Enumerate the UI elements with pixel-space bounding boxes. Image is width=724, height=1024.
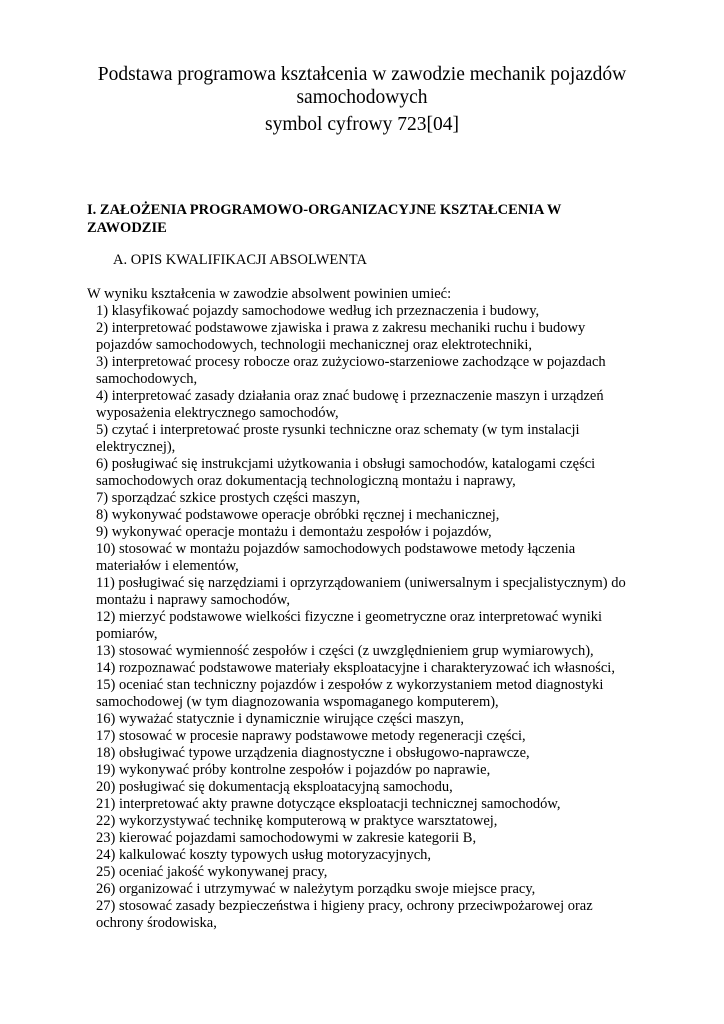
intro-text: W wyniku kształcenia w zawodzie absolwent powinien umieć:: [87, 286, 452, 302]
list-item: 3) interpretować procesy robocze oraz zużyciowo-starzeniowe zachodzące w pojazdach samochodowych,: [96, 354, 606, 387]
document-title: Podstawa programowa kształcenia w zawodzie mechanik pojazdów samochodowych: [97, 64, 627, 108]
list-item: 14) rozpoznawać podstawowe materiały eksploatacyjne i charakteryzować ich własności,: [96, 660, 615, 676]
document-symbol: symbol cyfrowy 723[04]: [265, 114, 459, 135]
list-item: 26) organizować i utrzymywać w należytym porządku swoje miejsce pracy,: [96, 881, 536, 897]
list-item: 25) oceniać jakość wykonywanej pracy,: [96, 864, 328, 880]
list-item: 11) posługiwać się narzędziami i oprzyrządowaniem (uniwersalnym i specjalistycznym) do montażu i naprawy samochodów,: [96, 575, 626, 608]
list-item: 22) wykorzystywać technikę komputerową w praktyce warsztatowej,: [96, 813, 498, 829]
list-item: 5) czytać i interpretować proste rysunki techniczne oraz schematy (w tym instalacji elektrycznej),: [96, 422, 580, 455]
list-item: 12) mierzyć podstawowe wielkości fizyczne i geometryczne oraz interpretować wyniki pomiarów,: [96, 609, 603, 642]
list-item: 7) sporządzać szkice prostych części maszyn,: [96, 490, 361, 506]
list-item: 4) interpretować zasady działania oraz znać budowę i przeznaczenie maszyn i urządzeń wyposażenia elektrycznego samochodów,: [96, 388, 604, 421]
list-item: 6) posługiwać się instrukcjami użytkowania i obsługi samochodów, katalogami części samochodowych oraz dokumentacją technologiczną montażu i naprawy,: [96, 456, 596, 489]
subsection-heading: A. OPIS KWALIFIKACJI ABSOLWENTA: [113, 252, 367, 268]
qualification-list: [96, 303, 641, 932]
section-heading: I. ZAŁOŻENIA PROGRAMOWO-ORGANIZACYJNE KSZTAŁCENIA W ZAWODZIE: [87, 202, 562, 236]
list-item: 18) obsługiwać typowe urządzenia diagnostyczne i obsługowo-naprawcze,: [96, 745, 530, 761]
list-item: 16) wyważać statycznie i dynamicznie wirujące części maszyn,: [96, 711, 464, 727]
list-item: 19) wykonywać próby kontrolne zespołów i pojazdów po naprawie,: [96, 762, 491, 778]
list-item: 27) stosować zasady bezpieczeństwa i higieny pracy, ochrony przeciwpożarowej oraz ochrony środowiska,: [96, 898, 593, 931]
list-item: 2) interpretować podstawowe zjawiska i prawa z zakresu mechaniki ruchu i budowy pojazdów samochodowych, technologii mechanicznej oraz elektrotechniki,: [96, 320, 586, 353]
list-item: 9) wykonywać operacje montażu i demontażu zespołów i pojazdów,: [96, 524, 492, 540]
list-item: 13) stosować wymienność zespołów i części (z uwzględnieniem grup wymiarowych),: [96, 643, 594, 659]
list-item: 21) interpretować akty prawne dotyczące eksploatacji technicznej samochodów,: [96, 796, 561, 812]
list-item: 8) wykonywać podstawowe operacje obróbki ręcznej i mechanicznej,: [96, 507, 500, 523]
list-item: 24) kalkulować koszty typowych usług motoryzacyjnych,: [96, 847, 432, 863]
list-item: 20) posługiwać się dokumentacją eksploatacyjną samochodu,: [96, 779, 453, 795]
list-item: 17) stosować w procesie naprawy podstawowe metody regeneracji części,: [96, 728, 526, 744]
list-item: 15) oceniać stan techniczny pojazdów i zespołów z wykorzystaniem metod diagnostyki samochodowej (w tym diagnozowania wspomaganego komputerem),: [96, 677, 604, 710]
list-item: 23) kierować pojazdami samochodowymi w zakresie kategorii B,: [96, 830, 477, 846]
list-item: 10) stosować w montażu pojazdów samochodowych podstawowe metody łączenia materiałów i elementów,: [96, 541, 576, 574]
list-item: 1) klasyfikować pojazdy samochodowe według ich przeznaczenia i budowy,: [96, 303, 540, 319]
